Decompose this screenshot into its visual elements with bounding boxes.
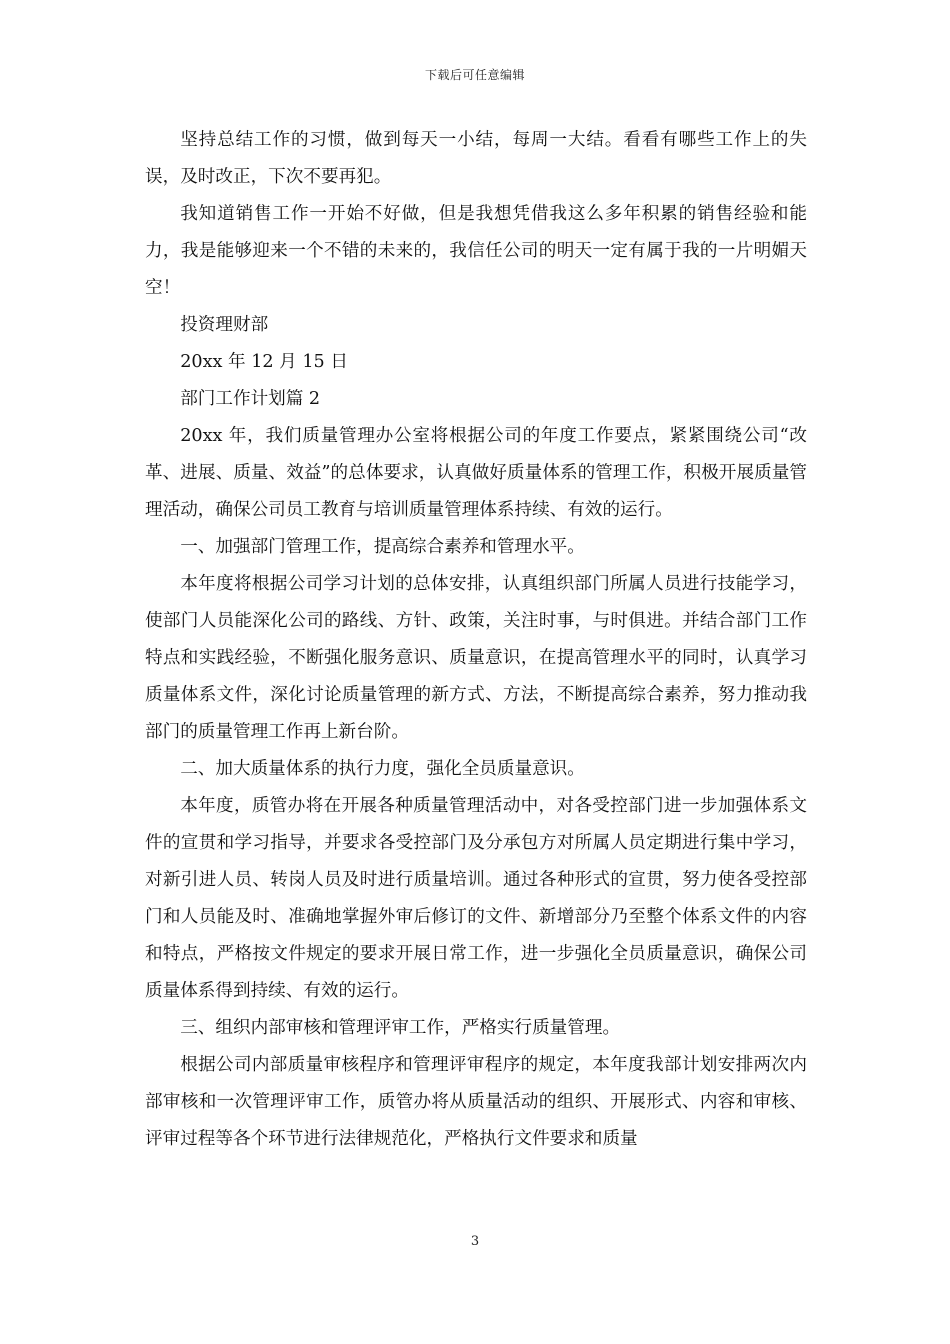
section-heading: 三、组织内部审核和管理评审工作，严格实行质量管理。 (180, 1018, 621, 1038)
section-heading: 一、加强部门管理工作，提高综合素养和管理水平。 (180, 537, 585, 557)
document-body (145, 122, 807, 1158)
signature-date: 20xx 年 12 月 15 日 (180, 352, 348, 372)
section-title: 部门工作计划篇 2 (180, 389, 321, 409)
paragraph: 本年度，质管办将在开展各种质量管理活动中，对各受控部门进一步加强体系文件的宣贯和学习指导，并要求各受控部门及分承包方对所属人员定期进行集中学习，对新引进人员、转岗人员及时进行质量培训。通过各种形式的宣贯，努力使各受控部门和人员能及时、准确地掌握外审后修订的文件、新增部分乃至整个体系文件的内容和特点，严格按文件规定的要求开展日常工作，进一步强化全员质量意识，确保公司质量体系得到持续、有效的运行。 (145, 796, 807, 1001)
page-header: 下载后可任意编辑 (424, 68, 525, 82)
page-number: 3 (470, 1234, 480, 1249)
paragraph: 坚持总结工作的习惯，做到每天一小结，每周一大结。看看有哪些工作上的失误，及时改正，下次不要再犯。 (145, 130, 807, 187)
signature-department: 投资理财部 (180, 315, 269, 335)
paragraph: 根据公司内部质量审核程序和管理评审程序的规定，本年度我部计划安排两次内部审核和一次管理评审工作，质管办将从质量活动的组织、开展形式、内容和审核、评审过程等各个环节进行法律规范化，严格执行文件要求和质量 (145, 1055, 807, 1149)
paragraph: 我知道销售工作一开始不好做，但是我想凭借我这么多年积累的销售经验和能力，我是能够迎来一个不错的未来的，我信任公司的明天一定有属于我的一片明媚天空！ (145, 204, 807, 298)
paragraph: 20xx 年，我们质量管理办公室将根据公司的年度工作要点，紧紧围绕公司“改革、进展、质量、效益”的总体要求，认真做好质量体系的管理工作，积极开展质量管理活动，确保公司员工教育与培训质量管理体系持续、有效的运行。 (145, 426, 807, 520)
paragraph: 本年度将根据公司学习计划的总体安排，认真组织部门所属人员进行技能学习，使部门人员能深化公司的路线、方针、政策，关注时事，与时俱进。并结合部门工作特点和实践经验，不断强化服务意识、质量意识，在提高管理水平的同时，认真学习质量体系文件，深化讨论质量管理的新方式、方法，不断提高综合素养，努力推动我部门的质量管理工作再上新台阶。 (145, 574, 807, 742)
section-heading: 二、加大质量体系的执行力度，强化全员质量意识。 (180, 759, 585, 779)
